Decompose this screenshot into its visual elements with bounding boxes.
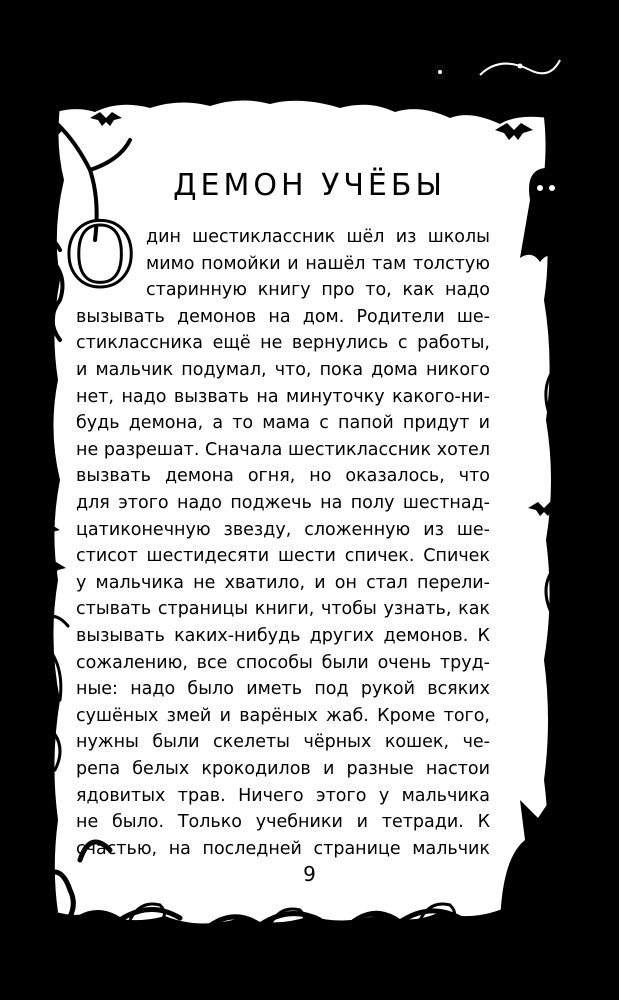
text-line: стывать страницы книги, чтобы узнать, как [76,599,490,620]
page-number: 9 [303,862,316,886]
text-line: сожалению, все способы были очень труд- [76,652,490,673]
text-line: не было. Только учебники и тетради. К [76,812,490,833]
text-line: ядовитых трав. Ничего этого у мальчика [76,785,490,806]
text-line: дин шестиклассник шёл из школы [146,227,490,247]
text-line: будь демона, а то мама с папой придут и [76,413,490,434]
text-line: сушёных змей и варёных жаб. Кроме того, [76,705,490,726]
text-line: стиклассника ещё не вернулись с работы, [76,333,490,354]
text-line: не разрешат. Сначала шестиклассник хотел [76,439,490,460]
chapter-title: ДЕМОН УЧЁБЫ [173,168,446,203]
text-line: нет, надо вызвать на минуточку какого-ни- [76,386,490,407]
text-line: вызвать демона огня, но оказалось, что [76,466,490,487]
text-line: мимо помойки и нашёл там толстую [146,253,490,274]
text-line: стисот шестидесяти шести спичек. Спичек [76,546,490,567]
drop-cap: О [64,204,137,307]
text-line: вызывать демонов на дом. Родители ше- [76,306,490,327]
text-line: вызывать каких-нибудь других демонов. К [76,626,490,646]
text-line: ные: надо было иметь под рукой всяких [76,679,490,700]
text-line: цатиконечную звезду, сложенную из ше- [76,519,490,540]
text-line: старинную книгу про то, как надо [146,280,490,301]
text-line: у мальчика не хватило, и он стал перели- [76,572,490,593]
text-line: счастью, на последней странице мальчик [76,838,490,859]
text-line: и мальчик подумал, что, пока дома никого [76,360,490,380]
text-line: нужны были скелеты чёрных кошек, че- [76,732,490,753]
text-line: репа белых крокодилов и разные настои [76,759,490,779]
text-line: для этого надо поджечь на полу шестнад- [76,493,490,513]
